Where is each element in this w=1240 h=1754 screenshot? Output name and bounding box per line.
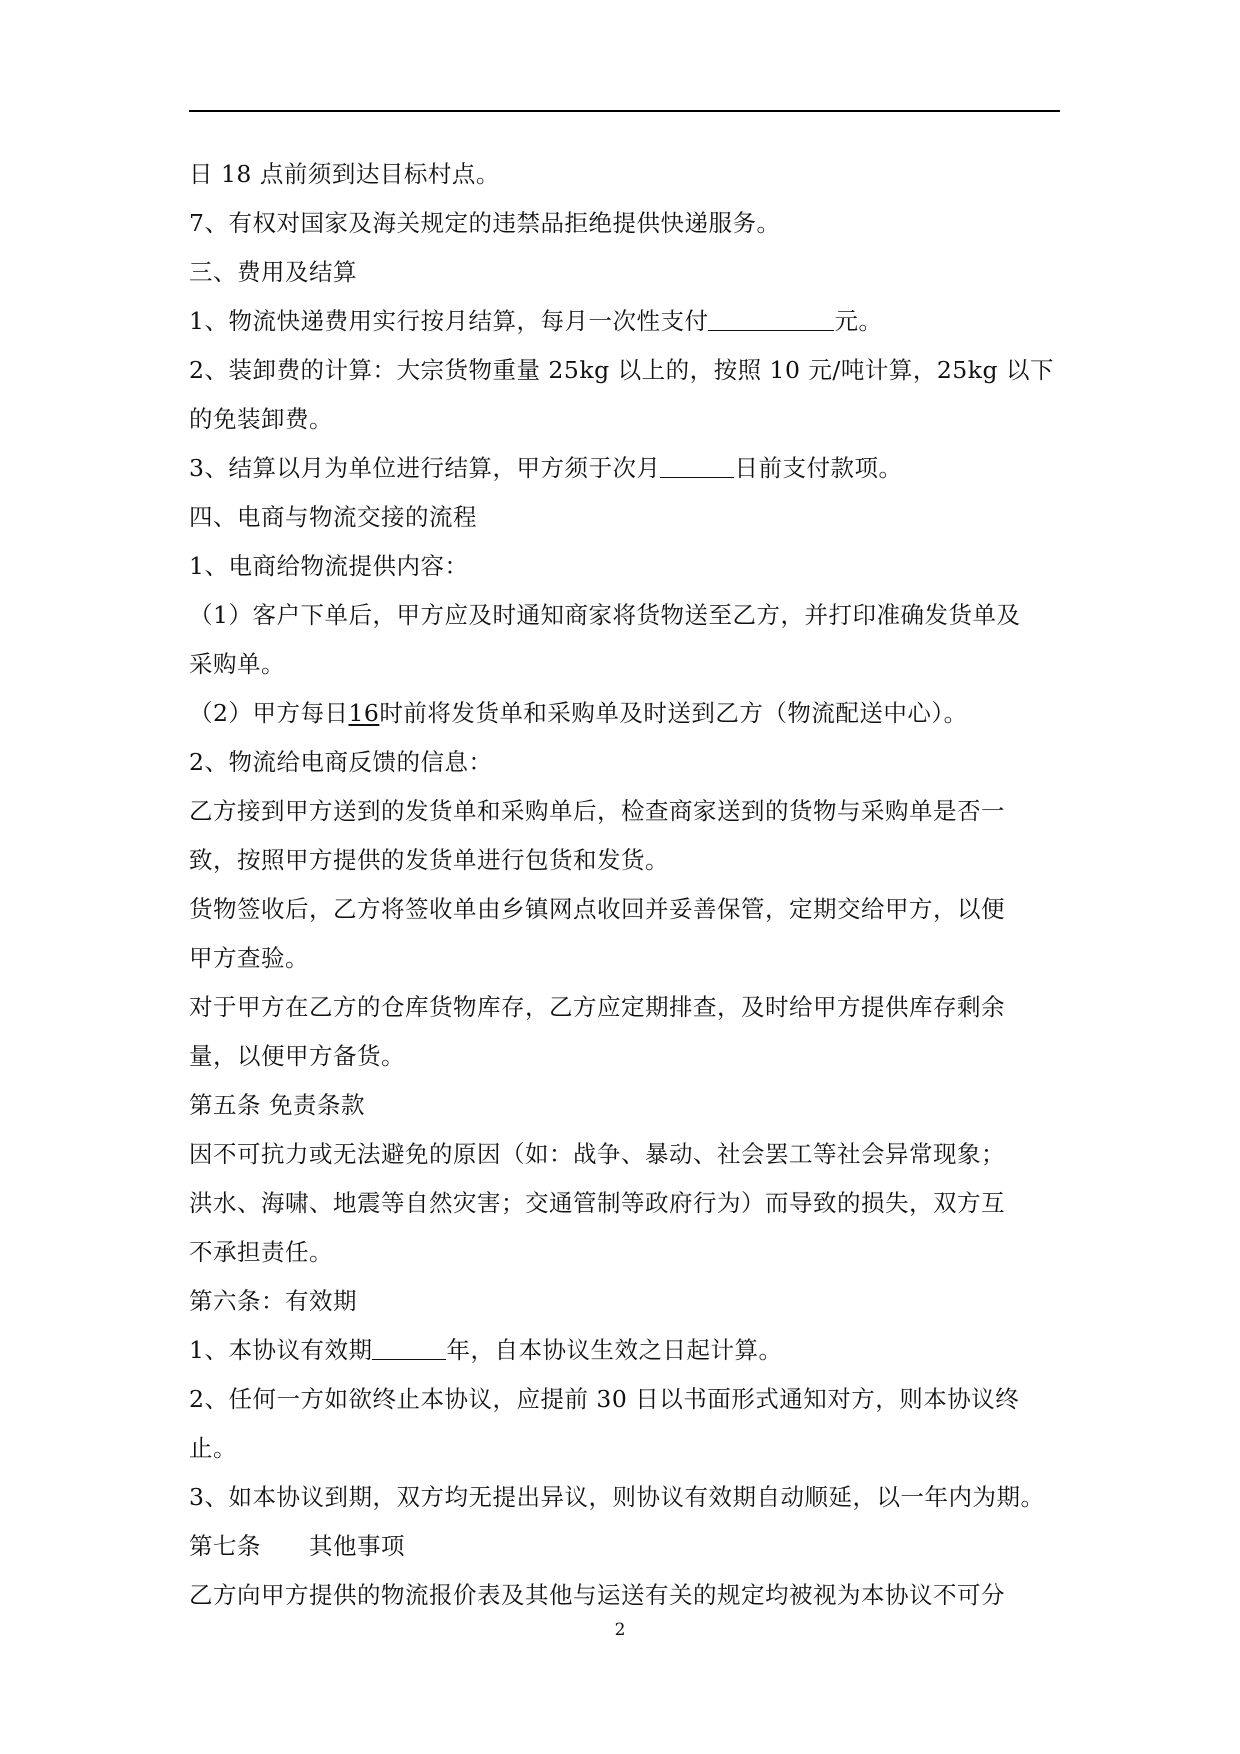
paragraph-line [189, 444, 1060, 493]
paragraph-line: 乙方向甲方提供的物流报价表及其他与运送有关的规定均被视为本协议不可分 [189, 1581, 1005, 1609]
fill-in-blank-years [372, 1333, 446, 1360]
paragraph-line: （1）客户下单后，甲方应及时通知商家将货物送至乙方，并打印准确发货单及 [189, 601, 1021, 629]
text-segment: 元。 [834, 307, 883, 335]
paragraph-line: 2、任何一方如欲终止本协议，应提前 30 日以书面形式通知对方，则本协议终 [189, 1385, 1020, 1413]
fill-in-blank-amount [708, 304, 834, 331]
paragraph-line: 对于甲方在乙方的仓库货物库存，乙方应定期排查，及时给甲方提供库存剩余 [189, 993, 1005, 1021]
paragraph-line: 乙方接到甲方送到的发货单和采购单后，检查商家送到的货物与采购单是否一 [189, 797, 1005, 825]
text-segment: 年，自本协议生效之日起计算。 [446, 1336, 783, 1364]
text-segment: 1、本协议有效期 [189, 1336, 373, 1364]
paragraph-line: 的免装卸费。 [189, 405, 333, 433]
article-heading: 第六条：有效期 [189, 1287, 357, 1315]
paragraph-line: 2、物流给电商反馈的信息： [189, 748, 493, 776]
section-heading: 三、费用及结算 [189, 258, 357, 286]
text-segment: 时前将发货单和采购单及时送到乙方（物流配送中心）。 [379, 699, 968, 727]
section-heading: 四、电商与物流交接的流程 [189, 503, 477, 531]
article-heading: 第五条 免责条款 [189, 1091, 365, 1119]
paragraph-line: 采购单。 [189, 650, 285, 678]
paragraph-line: 2、装卸费的计算：大宗货物重量 25kg 以上的，按照 10 元/吨计算，25kg 以下 [189, 356, 1054, 384]
paragraph-line: 日 18 点前须到达目标村点。 [189, 160, 500, 188]
paragraph-line: 不承担责任。 [189, 1238, 333, 1266]
paragraph-line: 致，按照甲方提供的发货单进行包货和发货。 [189, 846, 669, 874]
text-segment: （2）甲方每日 [189, 699, 349, 727]
text-segment: 3、结算以月为单位进行结算，甲方须于次月 [189, 454, 661, 482]
paragraph-line: 3、如本协议到期，双方均无提出异议，则协议有效期自动顺延，以一年内为期。 [189, 1483, 1045, 1511]
paragraph-line: 货物签收后，乙方将签收单由乡镇网点收回并妥善保管，定期交给甲方，以便 [189, 895, 1005, 923]
article-heading: 第七条 其他事项 [189, 1532, 405, 1560]
fill-in-blank-day [660, 451, 734, 478]
paragraph-line: 量，以便甲方备货。 [189, 1042, 405, 1070]
paragraph-line: 甲方查验。 [189, 944, 309, 972]
page-number: 2 [614, 1620, 626, 1640]
paragraph-line: 1、电商给物流提供内容： [189, 552, 469, 580]
text-segment: 1、物流快递费用实行按月结算，每月一次性支付 [189, 307, 709, 335]
paragraph-line: 洪水、海啸、地震等自然灾害；交通管制等政府行为）而导致的损失，双方互 [189, 1189, 1005, 1217]
paragraph-line [189, 297, 1060, 346]
paragraph-line: 7、有权对国家及海关规定的违禁品拒绝提供快递服务。 [189, 209, 781, 237]
paragraph-line: 止。 [189, 1434, 237, 1462]
underlined-hour: 16 [348, 699, 380, 727]
header-rule [189, 110, 1060, 112]
paragraph-line [189, 689, 1060, 738]
paragraph-line: 因不可抗力或无法避免的原因（如：战争、暴动、社会罢工等社会异常现象； [189, 1140, 1005, 1168]
text-segment: 日前支付款项。 [734, 454, 903, 482]
document-body [189, 150, 1060, 1620]
paragraph-line [189, 1326, 1060, 1375]
